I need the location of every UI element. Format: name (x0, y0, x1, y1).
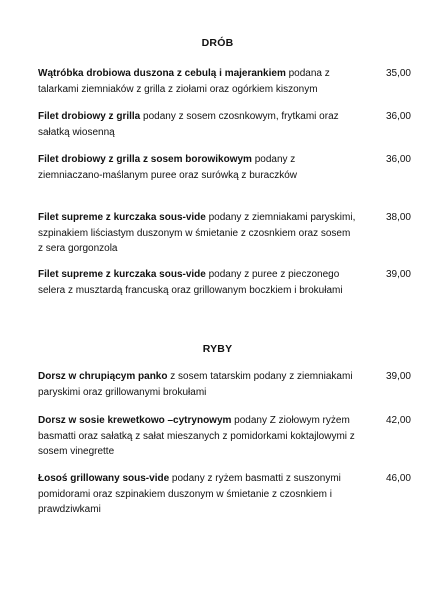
item-price: 39,00 (385, 269, 411, 280)
item-price: 38,00 (385, 212, 411, 223)
item-price: 35,00 (385, 68, 411, 79)
section-title-ryby: RYBY (202, 343, 233, 355)
item-name: Filet drobiowy z grilla z sosem borowikowym (38, 154, 252, 165)
menu-item (38, 369, 411, 400)
menu-item (38, 413, 411, 460)
item-description: podana z talarkami ziemniaków z grilla z ziołami oraz ogórkiem kiszonym (38, 68, 330, 95)
item-description: podany z sosem czosnkowym, frytkami oraz sałatką wiosenną (38, 111, 339, 138)
menu-item (38, 152, 411, 183)
item-description: podany z ziemniaczano-maślanym puree oraz surówką z buraczków (38, 154, 297, 181)
item-price: 46,00 (385, 473, 411, 484)
item-price: 36,00 (385, 111, 411, 122)
menu-item (38, 109, 411, 140)
item-name: Łosoś grillowany sous-vide (38, 473, 170, 484)
item-name: Filet drobiowy z grilla (38, 111, 141, 122)
item-price: 39,00 (385, 371, 411, 382)
item-name: Filet supreme z kurczaka sous-vide (38, 269, 206, 280)
item-price: 36,00 (385, 154, 411, 165)
item-name: Filet supreme z kurczaka sous-vide (38, 212, 206, 223)
item-price: 42,00 (385, 415, 411, 426)
menu-item (38, 267, 411, 298)
item-description: podany z puree z pieczonego selera z musztardą francuską oraz grillowanym boczkiem i brokułami (38, 269, 343, 296)
menu-item (38, 66, 411, 97)
item-name: Wątróbka drobiowa duszona z cebulą i majerankiem (38, 68, 286, 79)
item-description: podany z ziemniakami paryskimi, szpinakiem liściastym duszonym w śmietanie z czosnkiem oraz sosem z sera gorgonzola (38, 212, 356, 254)
item-name: Dorsz w sosie krewetkowo –cytrynowym (38, 415, 232, 426)
item-description: podany z ryżem basmatti z suszonymi pomidorami oraz szpinakiem duszonym w śmietanie z czosnkiem i prawdziwkami (38, 473, 341, 515)
menu-item (38, 471, 411, 518)
item-description: podany Z ziołowym ryżem basmatti oraz sałatką z sałat mieszanych z pomidorkami koktajlowymi z sosem vinegrette (38, 415, 355, 457)
item-name: Dorsz w chrupiącym panko (38, 371, 168, 382)
item-description: z sosem tatarskim podany z ziemniakami paryskimi oraz grillowanymi brokułami (38, 371, 353, 398)
section-title-drob: DRÓB (201, 37, 234, 49)
menu-item (38, 210, 411, 257)
